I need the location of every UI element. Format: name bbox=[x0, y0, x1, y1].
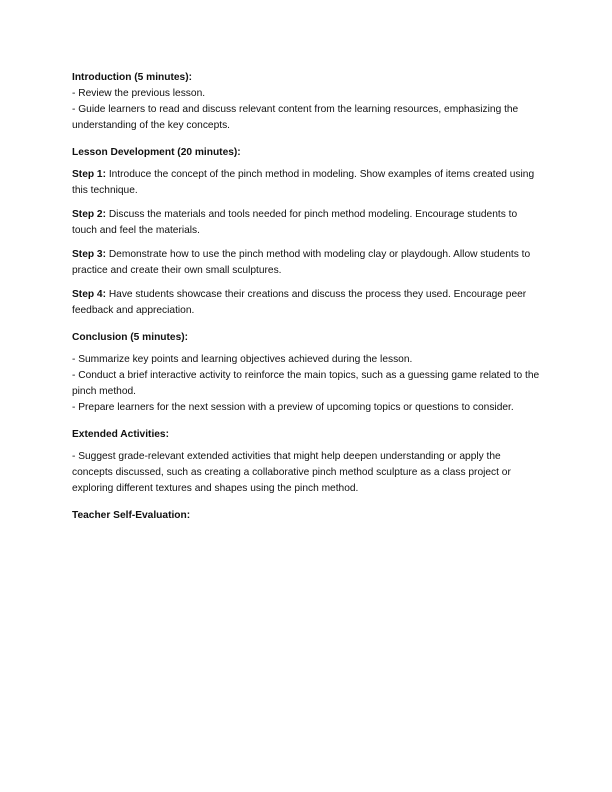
step-3-paragraph bbox=[72, 247, 542, 279]
step-1-paragraph bbox=[72, 167, 542, 199]
conclusion-line-summarize: - Summarize key points and learning objectives achieved during the lesson. bbox=[72, 354, 413, 365]
step-4-paragraph bbox=[72, 287, 542, 319]
step-2-paragraph bbox=[72, 207, 542, 239]
document-page bbox=[72, 70, 542, 524]
conclusion-line-activity: - Conduct a brief interactive activity to reinforce the main topics, such as a guessing game related to the pinch method. bbox=[72, 370, 540, 397]
conclusion-heading: Conclusion (5 minutes): bbox=[72, 332, 189, 343]
introduction-heading: Introduction (5 minutes): bbox=[72, 72, 192, 83]
intro-line-review: - Review the previous lesson. bbox=[72, 88, 206, 99]
step-4-label: Step 4: bbox=[72, 289, 106, 300]
step-3-text: Demonstrate how to use the pinch method with modeling clay or playdough. Allow students to practice and create their own small sculptures. bbox=[72, 249, 531, 276]
conclusion-line-prepare: - Prepare learners for the next session with a preview of upcoming topics or questions to consider. bbox=[72, 402, 514, 413]
intro-line-guide: - Guide learners to read and discuss relevant content from the learning resources, emphasizing the understanding of the key concepts. bbox=[72, 104, 519, 131]
lesson-development-heading: Lesson Development (20 minutes): bbox=[72, 147, 241, 158]
step-4-text: Have students showcase their creations and discuss the process they used. Encourage peer feedback and appreciation. bbox=[72, 289, 527, 316]
step-2-label: Step 2: bbox=[72, 209, 106, 220]
step-1-text: Introduce the concept of the pinch method in modeling. Show examples of items created using this technique. bbox=[72, 169, 535, 196]
teacher-self-evaluation-heading: Teacher Self-Evaluation: bbox=[72, 510, 191, 521]
extended-activities-heading: Extended Activities: bbox=[72, 429, 169, 440]
extended-activities-text: - Suggest grade-relevant extended activities that might help deepen understanding or apply the concepts discussed, such as creating a collaborative pinch method sculpture as a class project or exploring different textures and shapes using the pinch method. bbox=[72, 451, 511, 494]
step-3-label: Step 3: bbox=[72, 249, 106, 260]
step-1-label: Step 1: bbox=[72, 169, 106, 180]
step-2-text: Discuss the materials and tools needed for pinch method modeling. Encourage students to touch and feel the materials. bbox=[72, 209, 518, 236]
